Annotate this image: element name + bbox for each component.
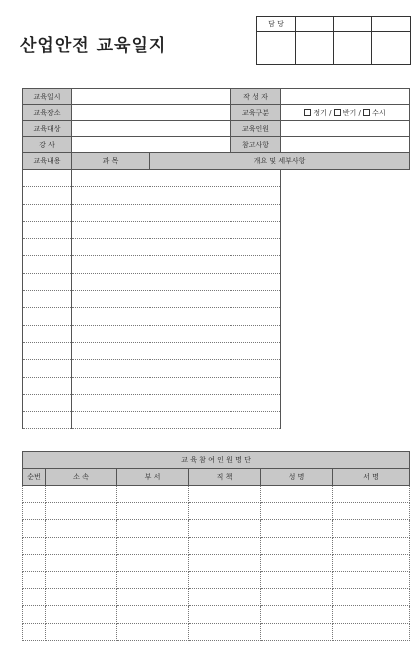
summary-cell[interactable] xyxy=(72,308,281,325)
content-row xyxy=(23,273,410,290)
content-row xyxy=(23,170,410,187)
course-cell[interactable] xyxy=(23,221,72,238)
attendance-cell[interactable] xyxy=(189,623,261,640)
instructor-label: 강 사 xyxy=(23,137,72,153)
course-cell[interactable] xyxy=(23,291,72,308)
approval-sign-cell[interactable] xyxy=(257,32,296,65)
attendance-cell[interactable] xyxy=(261,589,333,606)
target-label: 교육대상 xyxy=(23,121,72,137)
course-header: 과 목 xyxy=(72,153,150,170)
attendance-cell[interactable] xyxy=(333,571,410,588)
attendance-cell[interactable] xyxy=(333,589,410,606)
summary-cell[interactable] xyxy=(72,256,281,273)
attendance-cell[interactable] xyxy=(189,571,261,588)
content-row xyxy=(23,342,410,359)
approval-box xyxy=(256,16,411,65)
summary-cell[interactable] xyxy=(72,360,281,377)
summary-cell[interactable] xyxy=(72,221,281,238)
summary-cell[interactable] xyxy=(72,377,281,394)
content-row xyxy=(23,291,410,308)
education-info-table xyxy=(22,88,410,429)
content-row xyxy=(23,239,410,256)
type-options xyxy=(281,105,410,121)
attendance-cell[interactable] xyxy=(23,503,46,520)
course-cell[interactable] xyxy=(23,187,72,204)
attendance-row xyxy=(23,606,410,623)
attendance-cell[interactable] xyxy=(46,589,117,606)
type-adhoc-label: 수시 xyxy=(372,108,386,117)
attendance-cell[interactable] xyxy=(189,486,261,503)
attendance-title: 교 육 참 여 인 원 명 단 xyxy=(23,452,410,469)
attendance-cell[interactable] xyxy=(333,503,410,520)
attendance-cell[interactable] xyxy=(117,623,189,640)
attendance-cell[interactable] xyxy=(117,589,189,606)
attendance-cell[interactable] xyxy=(117,520,189,537)
attendance-cell[interactable] xyxy=(46,623,117,640)
attendance-cell[interactable] xyxy=(189,554,261,571)
content-label: 교육내용 xyxy=(23,153,72,170)
attendance-cell[interactable] xyxy=(117,537,189,554)
attendance-cell[interactable] xyxy=(46,486,117,503)
type-regular-label: 정기 / xyxy=(313,108,332,117)
attendance-cell[interactable] xyxy=(333,623,410,640)
content-row xyxy=(23,412,410,429)
content-row xyxy=(23,308,410,325)
content-row xyxy=(23,360,410,377)
attendance-cell[interactable] xyxy=(23,554,46,571)
place-field[interactable] xyxy=(72,105,231,121)
content-row xyxy=(23,187,410,204)
attendance-header: 서 명 xyxy=(333,469,410,486)
attendance-cell[interactable] xyxy=(333,554,410,571)
content-row xyxy=(23,221,410,238)
writer-field[interactable] xyxy=(281,89,410,105)
attendance-cell[interactable] xyxy=(333,486,410,503)
approval-sign-cell[interactable] xyxy=(296,32,334,65)
content-row xyxy=(23,256,410,273)
course-cell[interactable] xyxy=(23,273,72,290)
attendance-table xyxy=(22,451,410,641)
course-cell[interactable] xyxy=(23,394,72,411)
date-label: 교육일시 xyxy=(23,89,72,105)
attendance-row xyxy=(23,503,410,520)
attendance-cell[interactable] xyxy=(117,571,189,588)
approval-header-cell xyxy=(334,17,372,32)
content-row xyxy=(23,204,410,221)
approval-header-cell xyxy=(372,17,411,32)
summary-cell[interactable] xyxy=(72,394,281,411)
attendance-header: 순번 xyxy=(23,469,46,486)
attendance-cell[interactable] xyxy=(333,537,410,554)
attendance-cell[interactable] xyxy=(333,520,410,537)
attendance-cell[interactable] xyxy=(23,537,46,554)
attendance-cell[interactable] xyxy=(117,554,189,571)
writer-label: 작 성 자 xyxy=(231,89,281,105)
attendance-row xyxy=(23,623,410,640)
instructor-field[interactable] xyxy=(72,137,231,153)
attendance-row xyxy=(23,520,410,537)
attendance-cell[interactable] xyxy=(189,503,261,520)
type-half-label: 반기 / xyxy=(342,108,361,117)
attendance-header: 성 명 xyxy=(261,469,333,486)
attendance-row xyxy=(23,486,410,503)
attendance-header: 부 서 xyxy=(117,469,189,486)
summary-cell[interactable] xyxy=(72,325,281,342)
course-cell[interactable] xyxy=(23,308,72,325)
date-field[interactable] xyxy=(72,89,231,105)
attendance-cell[interactable] xyxy=(189,520,261,537)
attendance-cell[interactable] xyxy=(23,623,46,640)
attendance-cell[interactable] xyxy=(117,606,189,623)
notes-label: 참고사항 xyxy=(231,137,281,153)
attendance-cell[interactable] xyxy=(333,606,410,623)
type-adhoc-checkbox[interactable] xyxy=(363,109,370,116)
place-label: 교육장소 xyxy=(23,105,72,121)
attendance-cell[interactable] xyxy=(261,554,333,571)
summary-cell[interactable] xyxy=(72,342,281,359)
attendance-cell[interactable] xyxy=(46,571,117,588)
summary-cell[interactable] xyxy=(72,187,281,204)
type-label: 교육구분 xyxy=(231,105,281,121)
attendance-cell[interactable] xyxy=(261,537,333,554)
attendance-cell[interactable] xyxy=(261,486,333,503)
approval-header-cell xyxy=(296,17,334,32)
attendance-row xyxy=(23,589,410,606)
attendance-cell[interactable] xyxy=(23,571,46,588)
attendance-cell[interactable] xyxy=(117,486,189,503)
attendance-cell[interactable] xyxy=(23,606,46,623)
attendance-header: 소 속 xyxy=(46,469,117,486)
course-cell[interactable] xyxy=(23,204,72,221)
summary-cell[interactable] xyxy=(72,239,281,256)
attendance-cell[interactable] xyxy=(189,606,261,623)
attendance-cell[interactable] xyxy=(46,537,117,554)
attendance-row xyxy=(23,571,410,588)
attendance-cell[interactable] xyxy=(261,606,333,623)
course-cell[interactable] xyxy=(23,412,72,429)
attendance-cell[interactable] xyxy=(189,537,261,554)
attendance-cell[interactable] xyxy=(46,520,117,537)
approval-sign-cell[interactable] xyxy=(372,32,411,65)
course-cell[interactable] xyxy=(23,256,72,273)
summary-cell[interactable] xyxy=(72,291,281,308)
course-cell[interactable] xyxy=(23,239,72,256)
count-label: 교육인원 xyxy=(231,121,281,137)
course-cell[interactable] xyxy=(23,325,72,342)
notes-field[interactable] xyxy=(281,137,410,153)
attendance-cell[interactable] xyxy=(46,554,117,571)
count-field[interactable] xyxy=(281,121,410,137)
attendance-cell[interactable] xyxy=(117,503,189,520)
attendance-cell[interactable] xyxy=(46,606,117,623)
summary-cell[interactable] xyxy=(72,170,281,187)
type-regular-checkbox[interactable] xyxy=(304,109,311,116)
attendance-cell[interactable] xyxy=(261,520,333,537)
course-cell[interactable] xyxy=(23,377,72,394)
course-cell[interactable] xyxy=(23,342,72,359)
content-row xyxy=(23,325,410,342)
attendance-row xyxy=(23,554,410,571)
attendance-cell[interactable] xyxy=(23,520,46,537)
attendance-row xyxy=(23,537,410,554)
course-cell[interactable] xyxy=(23,170,72,187)
course-cell[interactable] xyxy=(23,360,72,377)
content-row xyxy=(23,377,410,394)
target-field[interactable] xyxy=(72,121,231,137)
attendance-cell[interactable] xyxy=(261,571,333,588)
approval-sign-cell[interactable] xyxy=(334,32,372,65)
attendance-cell[interactable] xyxy=(261,623,333,640)
attendance-cell[interactable] xyxy=(23,486,46,503)
attendance-cell[interactable] xyxy=(189,589,261,606)
summary-header: 개요 및 세부사항 xyxy=(150,153,410,170)
summary-cell[interactable] xyxy=(72,412,281,429)
content-row xyxy=(23,394,410,411)
attendance-cell[interactable] xyxy=(23,589,46,606)
summary-cell[interactable] xyxy=(72,273,281,290)
attendance-cell[interactable] xyxy=(46,503,117,520)
type-half-checkbox[interactable] xyxy=(334,109,341,116)
approval-label: 담 당 xyxy=(257,17,296,32)
summary-cell[interactable] xyxy=(72,204,281,221)
attendance-header: 직 책 xyxy=(189,469,261,486)
attendance-cell[interactable] xyxy=(261,503,333,520)
page-title: 산업안전 교육일지 xyxy=(20,36,167,56)
